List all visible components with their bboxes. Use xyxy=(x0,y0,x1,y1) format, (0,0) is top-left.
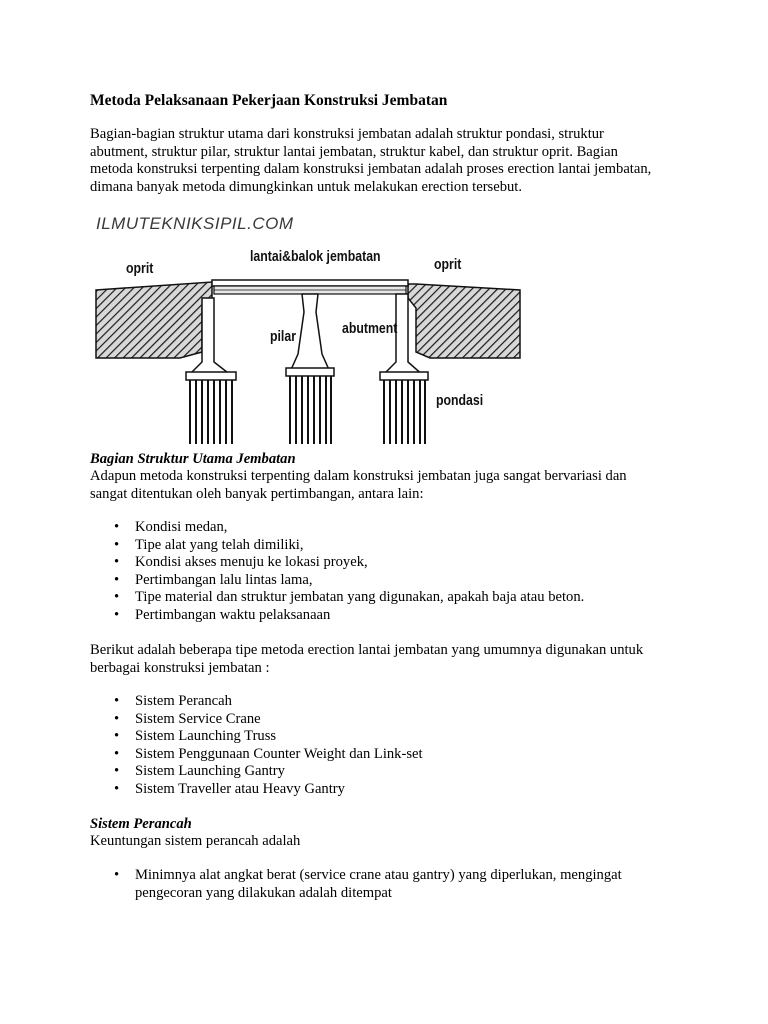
bullet-icon: • xyxy=(114,554,120,570)
right-piles xyxy=(384,380,425,444)
intro-line: Bagian-bagian struktur utama dari konstruksi jembatan adalah struktur pondasi, struktur xyxy=(90,126,604,142)
list-item: • Minimnya alat angkat berat (service crane atau gantry) yang diperlukan, mengingat pengecoran yang dilakukan adalah ditempat xyxy=(114,867,622,901)
bullet-icon: • xyxy=(114,536,120,553)
right-embankment xyxy=(408,284,520,358)
left-pile-cap xyxy=(186,372,236,380)
list-item: • Kondisi akses menuju ke lokasi proyek, xyxy=(114,554,368,570)
list-item: • Sistem Service Crane xyxy=(114,710,261,727)
label-oprit-right: oprit xyxy=(434,256,462,273)
figure-watermark: ILMUTEKNIKSIPIL.COM xyxy=(96,214,294,233)
left-piles xyxy=(190,380,232,444)
label-deck: lantai&balok jembatan xyxy=(250,248,381,265)
list-item: • Sistem Traveller atau Heavy Gantry xyxy=(114,780,345,797)
section2-paragraph xyxy=(90,642,690,677)
intro-paragraph xyxy=(90,126,690,196)
bullet-icon: • xyxy=(114,571,120,588)
label-pondasi: pondasi xyxy=(436,392,484,409)
section1-paragraph xyxy=(90,468,690,503)
right-pile-cap xyxy=(380,372,428,380)
section3-line: Keuntungan sistem perancah adalah xyxy=(90,833,301,849)
bullet-icon: • xyxy=(114,589,120,605)
bullet-icon: • xyxy=(114,763,120,779)
bullet-icon: • xyxy=(114,867,120,883)
bullet-icon: • xyxy=(114,519,120,535)
label-abutment: abutment xyxy=(342,320,398,337)
bullet-icon: • xyxy=(114,693,120,709)
bridge-structure-figure xyxy=(90,212,522,452)
bullet-icon: • xyxy=(114,606,120,623)
intro-line: metoda konstruksi terpenting dalam konstruksi jembatan adalah proses erection lantai jembatan, xyxy=(90,161,652,177)
bullet-icon: • xyxy=(114,780,120,797)
center-pile-cap xyxy=(286,368,334,376)
list-item: • Pertimbangan waktu pelaksanaan xyxy=(114,606,331,623)
bridge-deck xyxy=(212,280,408,286)
intro-line: abutment, struktur pilar, struktur lantai jembatan, struktur kabel, dan struktur oprit. Bagian xyxy=(90,143,618,160)
bullet-icon: • xyxy=(114,710,120,727)
list-item: • Sistem Launching Gantry xyxy=(114,763,285,779)
section-heading-perancah: Sistem Perancah xyxy=(90,816,192,832)
list-item: • Sistem Launching Truss xyxy=(114,728,277,744)
section1-line: sangat ditentukan oleh banyak pertimbangan, antara lain: xyxy=(90,485,424,502)
list-item: • Tipe material dan struktur jembatan yang digunakan, apakah baja atau beton. xyxy=(114,589,585,605)
section2-line: berbagai konstruksi jembatan : xyxy=(90,659,270,676)
list-item: • Sistem Perancah xyxy=(114,693,232,709)
bullet-icon: • xyxy=(114,728,120,744)
left-embankment xyxy=(96,282,212,358)
list-item: • Pertimbangan lalu lintas lama, xyxy=(114,571,313,588)
label-oprit-left: oprit xyxy=(126,260,154,277)
bullet-icon: • xyxy=(114,745,120,762)
list-item: • Kondisi medan, xyxy=(114,519,228,535)
intro-line: dimana banyak metoda dimungkinkan untuk melakukan erection tersebut. xyxy=(90,178,523,195)
center-piles xyxy=(290,376,331,444)
erection-methods-list xyxy=(0,693,423,798)
section2-line: Berikut adalah beberapa tipe metoda erection lantai jembatan yang umumnya digunakan untuk xyxy=(90,642,644,658)
section1-line: Adapun metoda konstruksi terpenting dalam konstruksi jembatan juga sangat bervariasi dan xyxy=(90,468,627,484)
advantages-list xyxy=(0,867,622,902)
list-item: • Tipe alat yang telah dimiliki, xyxy=(114,536,304,553)
list-item: • Sistem Penggunaan Counter Weight dan Link-set xyxy=(114,745,423,762)
considerations-list xyxy=(0,519,584,624)
page-title: Metoda Pelaksanaan Pekerjaan Konstruksi Jembatan xyxy=(90,92,448,109)
label-pilar: pilar xyxy=(270,328,296,345)
section-heading-struktur: Bagian Struktur Utama Jembatan xyxy=(90,451,296,467)
